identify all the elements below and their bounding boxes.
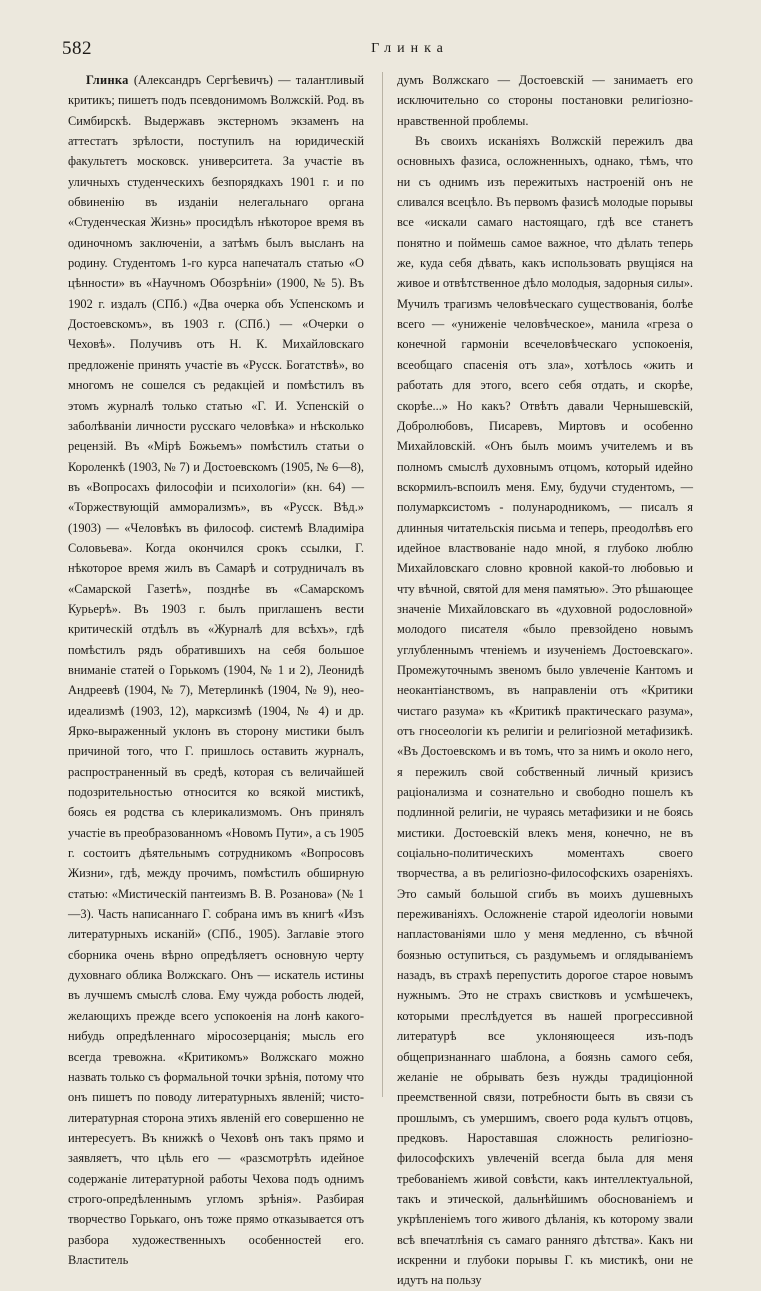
article-paragraph — [68, 70, 364, 1270]
continued-paragraph: думъ Волжскаго — Достоевскій — занимаетъ его исключительно со стороны постановки религіозно-нравственной проблемы. — [397, 73, 693, 128]
column-divider — [382, 72, 383, 1097]
running-title: Глинка — [371, 41, 449, 56]
page-number: 582 — [62, 38, 92, 59]
left-column — [68, 70, 364, 1267]
article-text: (Александръ Сергѣевичъ) — талантливый критикъ; пишетъ подъ псевдонимомъ Волжскій. Род. въ Симбирскѣ. Выдержавъ экстерномъ экзаменъ на аттестатъ зрѣлости, поступилъ на юридическій факультетъ московск. университета. За участіе въ уличныхъ студенческихъ безпорядкахъ 1901 г. и по обвиненію въ изданіи нелегальнаго органа «Студенческая Жизнь» просидѣлъ нѣкоторое время въ одиночномъ заключеніи, а затѣмъ былъ высланъ на родину. Студентомъ 1-го курса напечаталъ статью «О цѣнности» въ «Научномъ Обозрѣніи» (1900, № 5). Въ 1902 г. издалъ (СПб.) «Два очерка объ Успенскомъ и Достоевскомъ», въ 1903 г. (СПб.) — «Очерки о Чеховѣ». Получивъ отъ Н. К. Михайловскаго предложеніе принять участіе въ «Русск. Богатствѣ», во многомъ не сошелся съ редакціей и помѣстилъ въ этомъ журналѣ только статью «Г. И. Успенскій о заболѣваніи личности русскаго человѣка» и нѣсколько рецензій. Въ «Мірѣ Божьемъ» помѣстилъ статьи о Короленкѣ (1903, № 7) и Достоевскомъ (1905, № 6—8), въ «Вопросахъ философіи и психологіи» (кн. 64) — «Торжествующій амморализмъ», въ «Русск. Вѣд.» (1903) — «Человѣкъ въ философ. системѣ Владиміра Соловьева». Когда окончился срокъ ссылки, Г. нѣкоторое время жилъ въ Самарѣ и сотрудничалъ въ «Самарской Газетѣ», позднѣе въ «Самарскомъ Курьерѣ». Въ 1903 г. былъ приглашенъ вести критическій отдѣлъ въ «Журналѣ для всѣхъ», гдѣ помѣстилъ рядъ обратившихъ на себя большое вниманіе статей о Горькомъ (1904, № 1 и 2), Леонидѣ Андреевѣ (1904, № 7), Метерлинкѣ (1904, № 9), нео-идеализмѣ (1903, 12), марксизмѣ (1904, № 4) и др. Ярко-выраженный уклонъ въ сторону мистики былъ причиной того, что Г. пришлось оставить журналъ, распространенный въ средѣ, которая съ величайшей подозрительностью относится ко всякой мистикѣ, боясь ея родства съ клерикализмомъ. Онъ принялъ участіе въ преобразованномъ «Новомъ Пути», а съ 1905 г. состоитъ дѣятельнымъ сотрудникомъ «Вопросовъ Жизни», гдѣ, между прочимъ, помѣстилъ обширную статью: «Мистическій пантеизмъ В. В. Розанова» (№ 1—3). Часть написаннаго Г. собрана имъ въ книгѣ «Изъ литературныхъ исканій» (СПб., 1905). Заглавіе этого сборника очень вѣрно опредѣляетъ основную черту духовнаго облика Волжскаго. Онъ — искатель истины въ лучшемъ смыслѣ слова. Ему чужда робость людей, желающихъ прежде всего успокоенія на лонѣ какого-нибудь опредѣленнаго міросозерцанія; мысль его всегда тревожна. «Критикомъ» Волжскаго можно назвать только съ формальной точки зрѣнія, потому что онъ пишетъ по поводу литературныхъ явленій; чисто-литературная сторона этихъ явленій его совершенно не интересуетъ. Въ книжкѣ о Чеховѣ онъ такъ прямо и заявляетъ, что цѣль его — «разсмотрѣть идейное содержаніе литературной работы Чехова подъ однимъ строго-опредѣленнымъ угломъ зрѣнія». Разбирая творчество Горькаго, онъ тоже прямо отказывается отъ разбора художественныхъ особенностей его. Властитель — [68, 73, 364, 1267]
article-headword: Глинка — [86, 73, 129, 87]
article-paragraph: Въ своихъ исканіяхъ Волжскій пережилъ два основныхъ фазиса, осложненныхъ, однако, тѣмъ, что ни съ однимъ изъ пережитыхъ настроеній онъ не сливался всецѣло. Въ первомъ фазисѣ молодые порывы все «искали самаго настоящаго, гдѣ все станетъ понятно и поймешь самое важное, что дѣлать теперь же, куда себя дѣвать, какъ использовать рвущіяся на живое и отвѣтственное дѣло молодыя, задорныя силы». Мучилъ трагизмъ человѣческаго существованія, болѣе всего — «униженіе человѣческое», манила «греза о конечной гармоніи всечеловѣческаго успокоенія, всеобщаго спасенія отъ зла», хотѣлось «жить и работать для этого, всего себя отдать, и скорѣе, скорѣе...» Но какъ? Отвѣтъ давали Чернышевскій, Добролюбовъ, Писаревъ, Миртовъ и особенно Михайловскій. «Онъ былъ моимъ учителемъ и въ полномъ смыслѣ духовнымъ отцомъ, который идейно вскормилъ-вспоилъ меня. Ему, будучи студентомъ, — полумарксистомъ - полународникомъ, — писалъ я длинныя читательскія письма и теперь, преодолѣвъ его идейное властвованіе надо мной, я глубоко люблю Михайловскаго словно кровной какой-то любовью и чту вѣчной, святой для меня памятью». Это рѣшающее значеніе Михайловскаго въ «духовной родословной» молодого писателя «было превзойдено новымъ углубленнымъ чтеніемъ и изученіемъ Достоевскаго». Промежуточнымъ звеномъ было увлеченіе Кантомъ и неокантіанствомъ, въ направленіи отъ «Критики чистаго разума» къ «Критикѣ практическаго разума», отъ гносеологіи къ религіи и религіозной метафизикѣ. «Въ Достоевскомъ и въ томъ, что за нимъ и около него, я пережилъ свой собственный личный кризисъ раціонализма и сознательно и свободно пошелъ къ подлинной религіи, не чураясь метафизики и не боясь мистики. Достоевскій влекъ меня, конечно, не въ соціально-политическихъ моментахъ своего творчества, а въ религіозно-философскихъ озареніяхъ. Это самый большой сгибъ въ моихъ душевныхъ переживаніяхъ. Осложненіе старой идеологіи новыми напластованіями шло у меня медленно, съ вѣчной боязнью оступиться, съ раздумьемъ и оглядываніемъ назадъ, въ страхѣ перепустить дорогое старое новымъ нужнымъ. Это не страхъ свистковъ и усмѣшечекъ, которыми преслѣдуется въ нашей прогрессивной литературѣ все уклоняющееся изъ-подъ общепризнаннаго шаблона, а боязнь самого себя, желаніе не обрывать безъ нужды традиціонной преемственной связи, потребности быть въ связи съ прошлымъ, съ умершимъ, своего рода культъ отцовъ, предковъ. Нароставшая сложность религіозно-философскихъ увлеченій всегда была для меня требованіемъ живой совѣсти, какъ интеллектуальной, такъ и этической, дальнѣйшимъ обоснованіемъ и укрѣпленіемъ того живого дѣланія, къ которому звали всѣ впечатлѣнія съ самаго ранняго дѣтства». Какъ ни искренни и глубоки порывы Г. къ мистикѣ, они не идутъ на пользу — [397, 134, 693, 1288]
right-column — [397, 70, 693, 1288]
